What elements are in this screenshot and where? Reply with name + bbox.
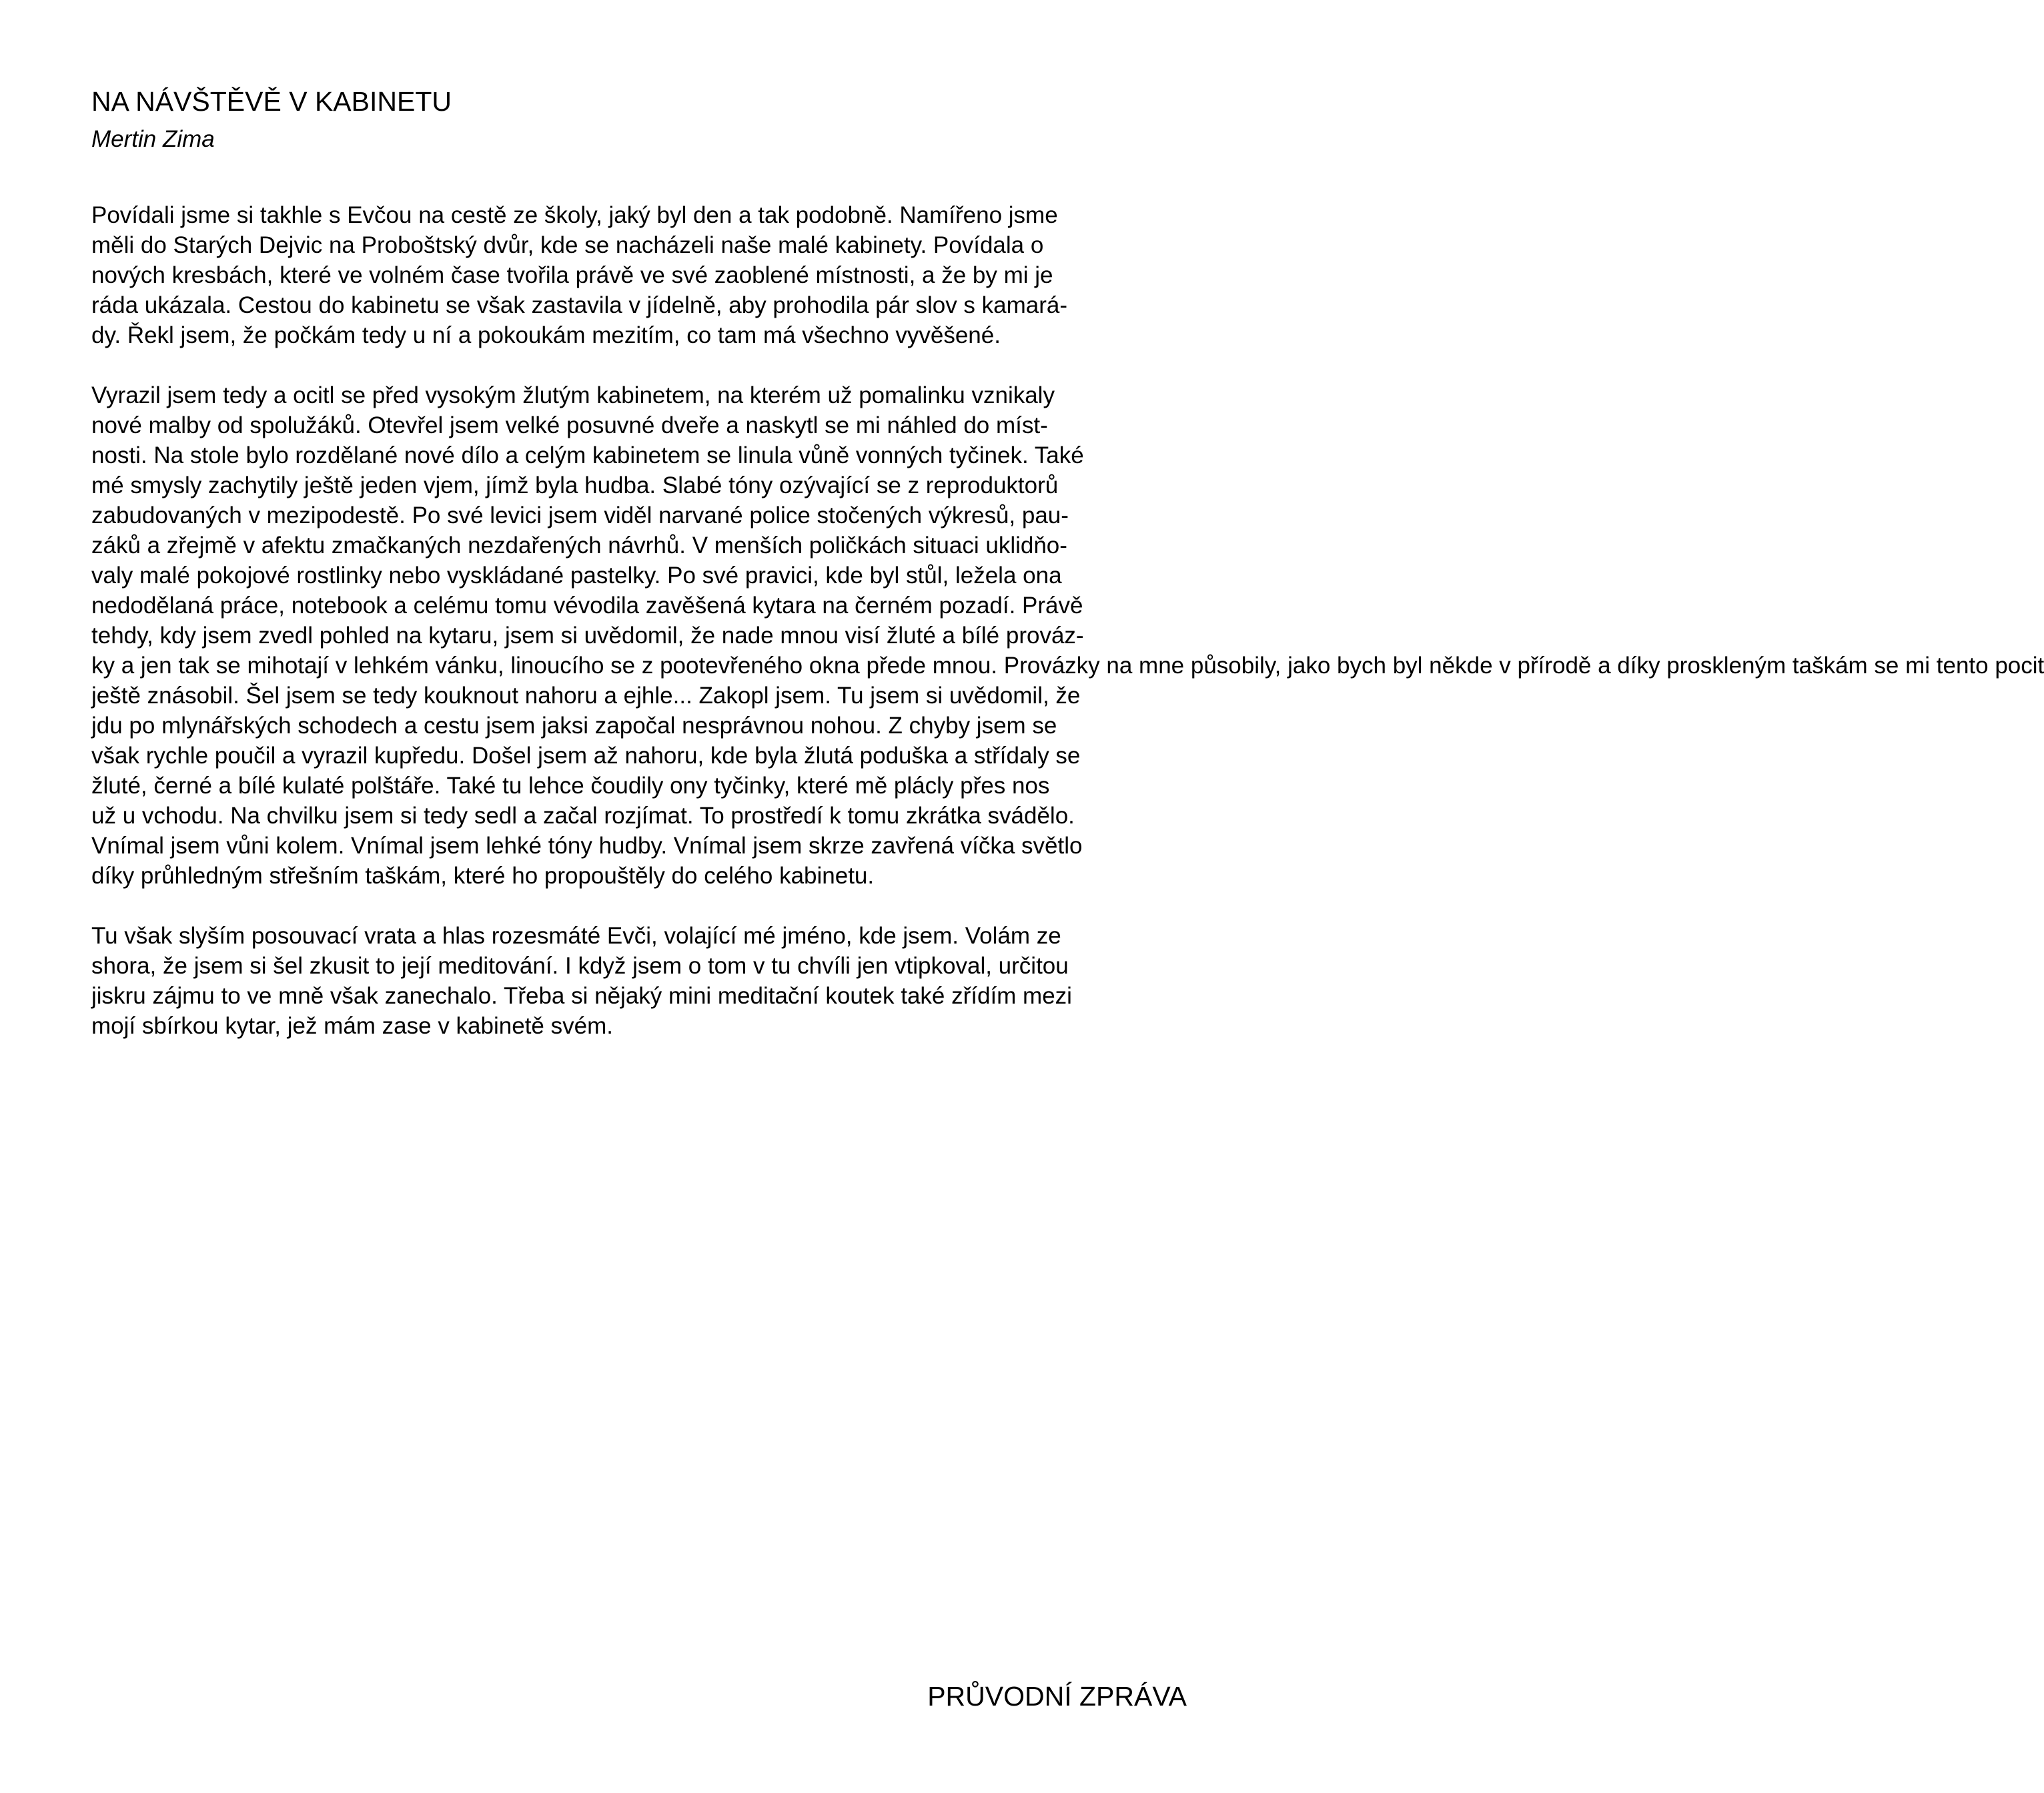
text-line: ky a jen tak se mihotají v lehkém vánku, linoucího se z pootevřeného okna přede mnou. Provázky na mne působily, jako bych byl někde v přírodě a díky proskleným taškám se mi tento pocit	[91, 653, 2044, 679]
text-line: nové malby od spolužáků. Otevřel jsem velké posuvné dveře a naskytl se mi náhled do míst-	[91, 412, 1048, 438]
text-line: Vyrazil jsem tedy a ocitl se před vysokým žlutým kabinetem, na kterém už pomalinku vznikaly	[91, 382, 1055, 408]
text-line: jiskru zájmu to ve mně však zanechalo. Třeba si nějaký mini meditační koutek také zřídím mezi	[91, 983, 1072, 1009]
text-line: dy. Řekl jsem, že počkám tedy u ní a pokoukám mezitím, co tam má všechno vyvěšené.	[91, 322, 1001, 348]
paragraph-1	[91, 200, 1185, 350]
paragraph-3	[91, 921, 1185, 1041]
text-line: Vnímal jsem vůni kolem. Vnímal jsem lehké tóny hudby. Vnímal jsem skrze zavřená víčka světlo	[91, 833, 1083, 859]
text-line: nových kresbách, které ve volném čase tvořila právě ve své zaoblené místnosti, a že by mi je	[91, 262, 1053, 288]
author-name: Mertin Zima	[91, 126, 215, 152]
text-line: však rychle poučil a vyrazil kupředu. Došel jsem až nahoru, kde byla žlutá poduška a střídaly se	[91, 743, 1081, 769]
text-line: Tu však slyším posouvací vrata a hlas rozesmáté Evči, volající mé jméno, kde jsem. Volám ze	[91, 923, 1061, 949]
section-label: PRŮVODNÍ ZPRÁVA	[927, 1681, 1187, 1712]
paragraph-2	[91, 380, 2044, 891]
text-line: záků a zřejmě v afektu zmačkaných nezdařených návrhů. V menších poličkách situaci uklidňo-	[91, 532, 1067, 559]
text-line: mé smysly zachytily ještě jeden vjem, jímž byla hudba. Slabé tóny ozývající se z reproduktorů	[91, 472, 1059, 498]
text-line: tehdy, kdy jsem zvedl pohled na kytaru, jsem si uvědomil, že nade mnou visí žluté a bílé prováz-	[91, 623, 1084, 649]
text-line: mojí sbírkou kytar, jež mám zase v kabinetě svém.	[91, 1013, 613, 1039]
text-line: zabudovaných v mezipodestě. Po své levici jsem viděl narvané police stočených výkresů, pau-	[91, 502, 1069, 528]
text-line: ráda ukázala. Cestou do kabinetu se však zastavila v jídelně, aby prohodila pár slov s kamará-	[91, 292, 1068, 318]
page-title: NA NÁVŠTĚVĚ V KABINETU	[91, 86, 452, 117]
text-line: díky průhledným střešním taškám, které ho propouštěly do celého kabinetu.	[91, 863, 875, 889]
text-line: valy malé pokojové rostlinky nebo vyskládané pastelky. Po své pravici, kde byl stůl, ležela ona	[91, 563, 1062, 589]
text-line: ještě znásobil. Šel jsem se tedy kouknout nahoru a ejhle... Zakopl jsem. Tu jsem si uvědomil, že	[91, 683, 1081, 709]
text-line: žluté, černé a bílé kulaté polštáře. Také tu lehce čoudily ony tyčinky, které mě plácly přes nos	[91, 773, 1050, 799]
text-line: jdu po mlynářských schodech a cestu jsem jaksi započal nesprávnou nohou. Z chyby jsem se	[91, 713, 1057, 739]
text-line: měli do Starých Dejvic na Proboštský dvůr, kde se nacházeli naše malé kabinety. Povídala o	[91, 232, 1044, 258]
text-line: nedodělaná práce, notebook a celému tomu vévodila zavěšená kytara na černém pozadí. Právě	[91, 593, 1083, 619]
text-line: nosti. Na stole bylo rozdělané nové dílo a celým kabinetem se linula vůně vonných tyčinek. Také	[91, 442, 1084, 468]
text-line: už u vchodu. Na chvilku jsem si tedy sedl a začal rozjímat. To prostředí k tomu zkrátka svádělo.	[91, 803, 1075, 829]
article-body	[91, 200, 2044, 1071]
text-line: Povídali jsme si takhle s Evčou na cestě ze školy, jaký byl den a tak podobně. Namířeno jsme	[91, 202, 1058, 228]
text-line: shora, že jsem si šel zkusit to její meditování. I když jsem o tom v tu chvíli jen vtipkoval, určitou	[91, 953, 1069, 979]
